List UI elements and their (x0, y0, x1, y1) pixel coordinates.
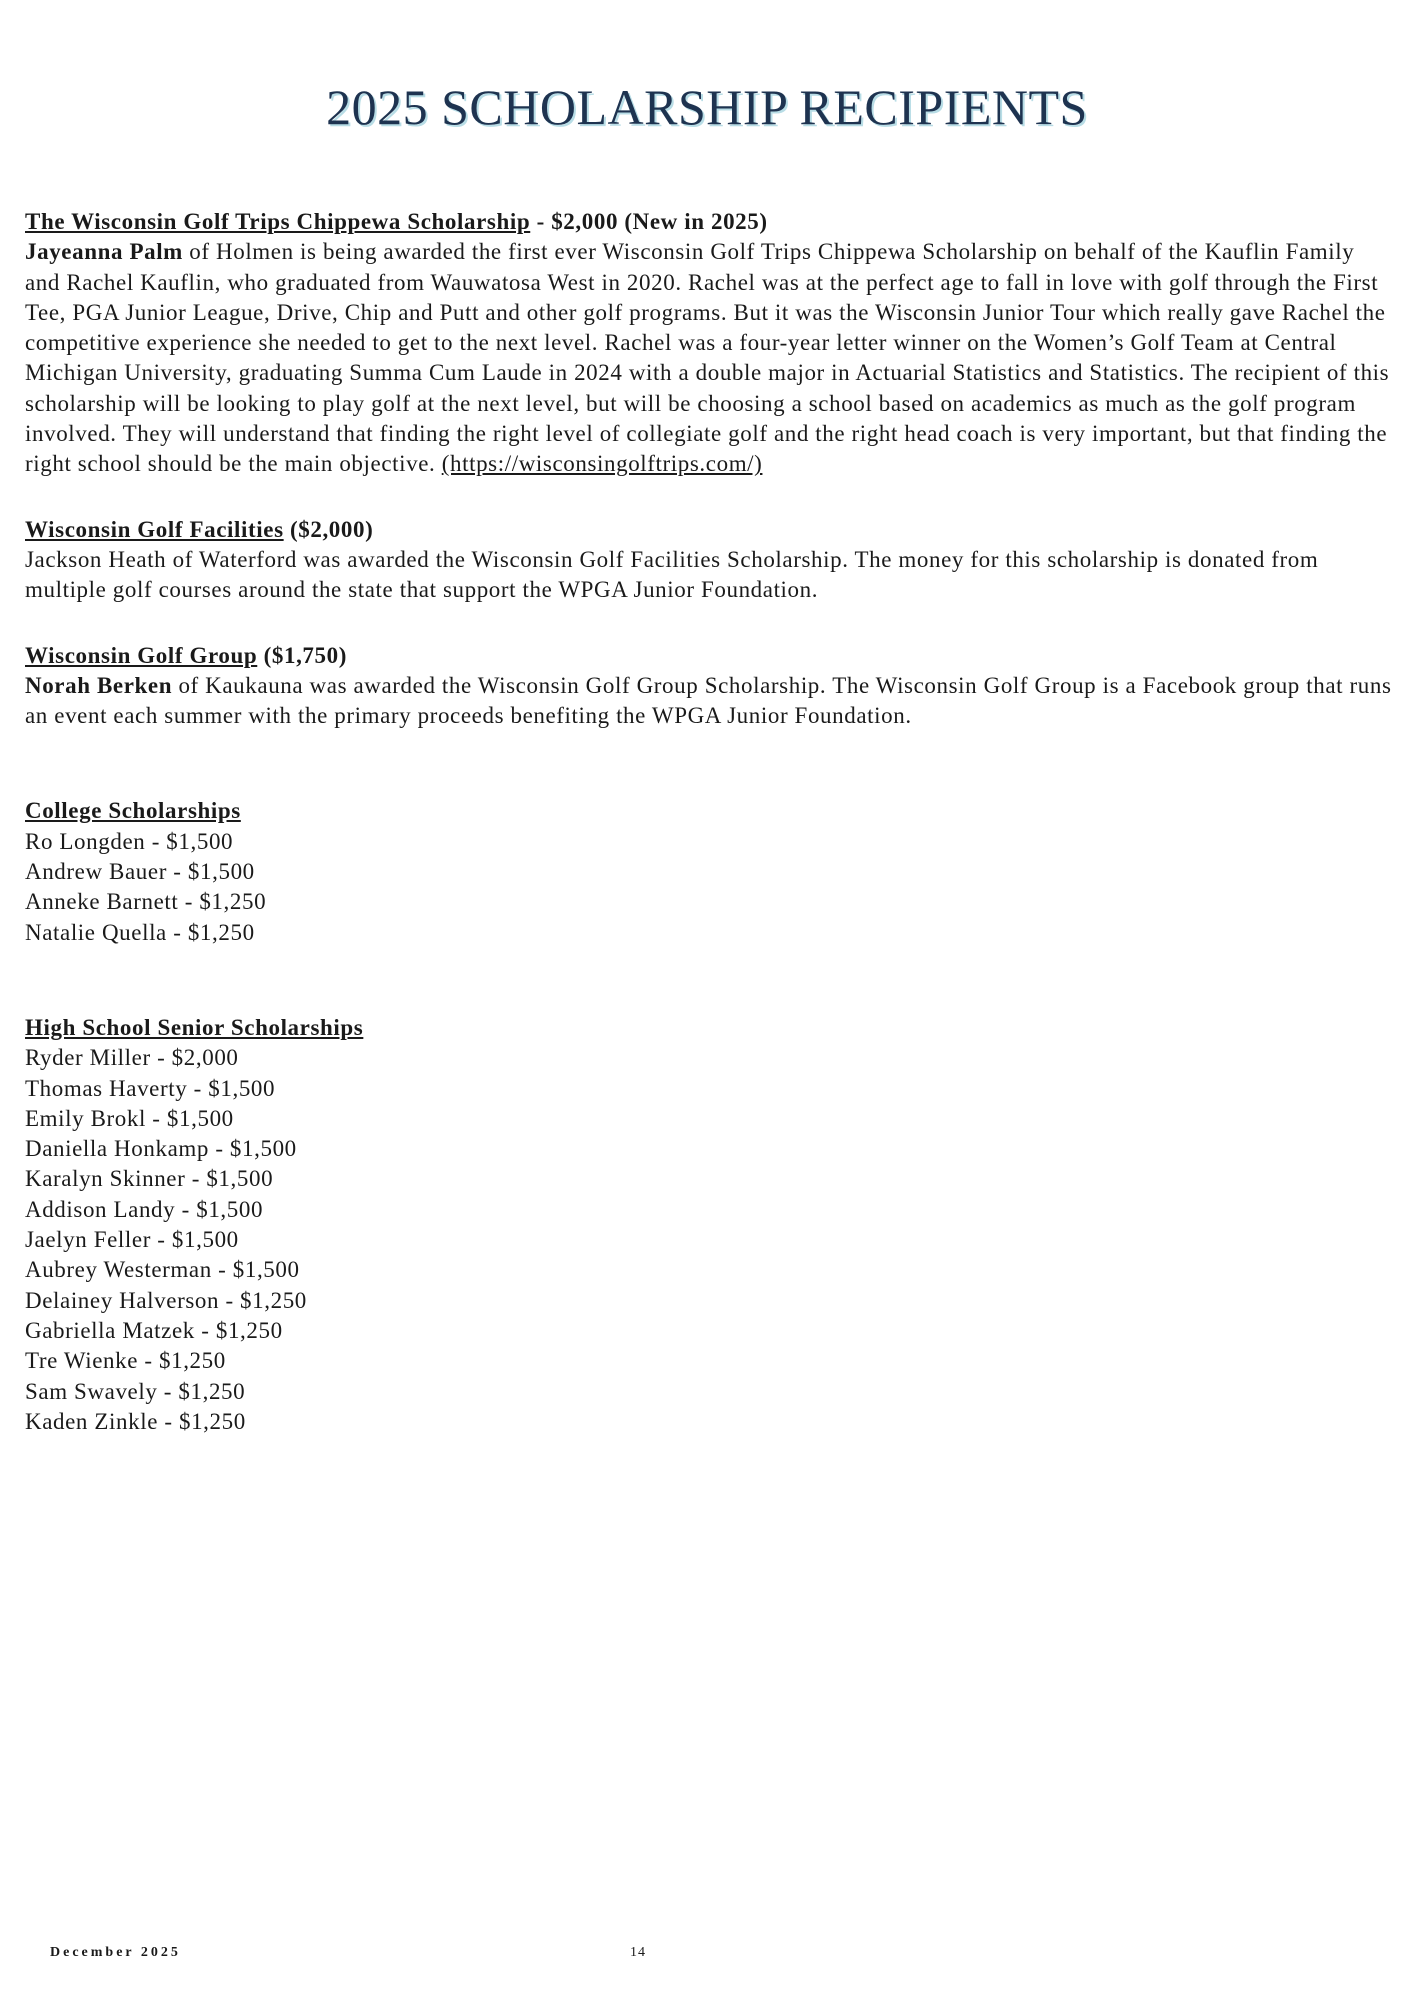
list-item: Jaelyn Feller - $1,500 (25, 1227, 239, 1253)
list-item: Andrew Bauer - $1,500 (25, 859, 255, 885)
group-heading-link[interactable]: Wisconsin Golf Group (25, 642, 258, 668)
chippewa-heading (25, 207, 1395, 237)
footer-date: December 2025 (50, 1945, 181, 1960)
list-item: Anneke Barnett - $1,250 (25, 889, 267, 915)
list-item: Natalie Quella - $1,250 (25, 919, 255, 945)
group-recipient: Norah Berken (25, 672, 173, 698)
page-number: 14 (630, 1945, 646, 1960)
list-item: Gabriella Matzek - $1,250 (25, 1317, 283, 1343)
list-item: Emily Brokl - $1,500 (25, 1105, 234, 1131)
list-item: Ro Longden - $1,500 (25, 828, 234, 854)
facilities-description: Jackson Heath of Waterford was awarded the Wisconsin Golf Facilities Scholarship. The money for this scholarship is donated from multiple golf courses around the state that support the WPGA Junior Foundation. (25, 546, 1319, 603)
group-body-text: of Kaukauna was awarded the Wisconsin Golf Group Scholarship. The Wisconsin Golf Group is a Facebook group that runs an event each summer with the primary proceeds benefiting the WPGA Junior Foundation. (25, 672, 1392, 729)
facilities-section (25, 515, 1395, 606)
chippewa-recipient: Jayeanna Palm (25, 239, 183, 265)
list-item: Aubrey Westerman - $1,500 (25, 1257, 300, 1283)
facilities-heading (25, 515, 1395, 545)
list-item: Daniella Honkamp - $1,500 (25, 1136, 297, 1162)
high-school-section (25, 1013, 1395, 1437)
list-item: Sam Swavely - $1,250 (25, 1378, 246, 1404)
list-item: Delainey Halverson - $1,250 (25, 1287, 307, 1313)
list-item: Karalyn Skinner - $1,500 (25, 1166, 274, 1192)
group-heading (25, 641, 1395, 671)
group-description (25, 671, 1395, 732)
facilities-heading-link[interactable]: Wisconsin Golf Facilities (25, 516, 284, 542)
high-school-heading: High School Senior Scholarships (25, 1014, 364, 1040)
group-heading-amount: ($1,750) (257, 642, 347, 668)
page-title: 2025 SCHOLARSHIP RECIPIENTS (326, 79, 1088, 135)
chippewa-section (25, 207, 1395, 480)
chippewa-body-text: of Holmen is being awarded the first ever Wisconsin Golf Trips Chippewa Scholarship on behalf of the Kauflin Family and Rachel Kauflin, who graduated from Wauwatosa West in 2020. Rachel was at the perfect age to fall in love with golf through the First Tee, PGA Junior League, Drive, Chip and Putt and other golf programs. But it was the Wisconsin Junior Tour which really gave Rachel the competitive experience she needed to get to the next level. Rachel was a four-year letter winner on the Women’s Golf Team at Central Michigan University, graduating Summa Cum Laude in 2024 with a double major in Actuarial Statistics and Statistics. The recipient of this scholarship will be looking to play golf at the next level, but will be choosing a school based on academics as much as the golf program involved. They will understand that finding the right level of collegiate golf and the right head coach is very important, but that finding the right school should be the main objective. (25, 239, 1390, 477)
college-heading: College Scholarships (25, 798, 241, 824)
list-item: Tre Wienke - $1,250 (25, 1348, 226, 1374)
group-section (25, 641, 1395, 732)
list-item: Kaden Zinkle - $1,250 (25, 1408, 246, 1434)
list-item: Thomas Haverty - $1,500 (25, 1075, 276, 1101)
chippewa-heading-link[interactable]: The Wisconsin Golf Trips Chippewa Scholarship (25, 209, 531, 234)
chippewa-description (25, 237, 1395, 479)
chippewa-heading-amount: - $2,000 (New in 2025) (530, 209, 768, 234)
list-item: Ryder Miller - $2,000 (25, 1045, 239, 1071)
wisconsingolftrips-link[interactable]: (https://wisconsingolftrips.com/) (441, 451, 763, 477)
document-body (25, 207, 1395, 1437)
college-section (25, 796, 1395, 947)
facilities-heading-amount: ($2,000) (283, 516, 374, 542)
list-item: Addison Landy - $1,500 (25, 1196, 264, 1222)
